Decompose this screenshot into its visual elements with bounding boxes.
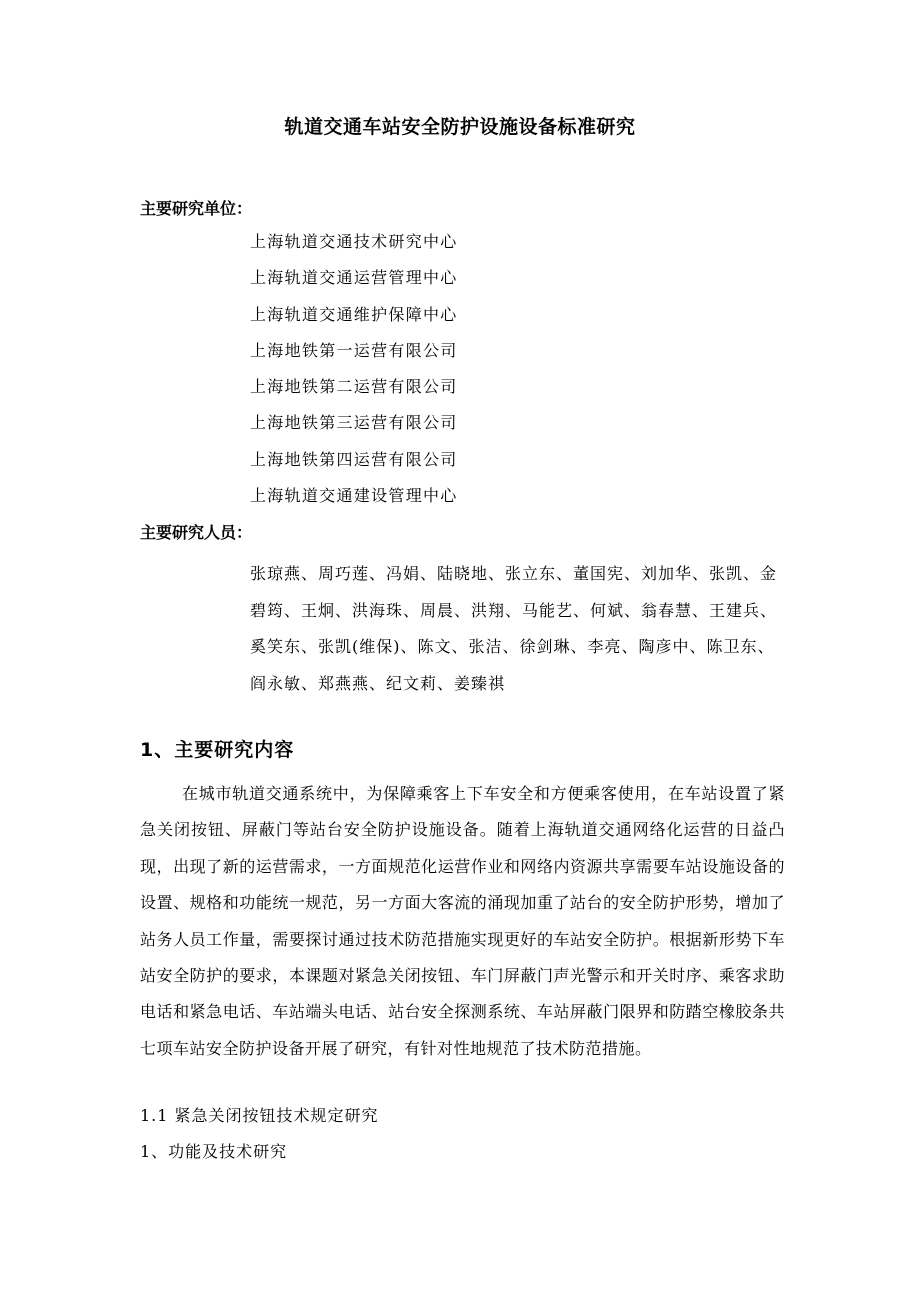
unit-item: 上海地铁第三运营有限公司 xyxy=(250,413,458,433)
units-label: 主要研究单位： xyxy=(140,199,253,218)
research-people-list: 张琼燕、周巧莲、冯娟、陆晓地、张立东、董国宪、刘加华、张凯、金碧筠、王炯、洪海珠、周晨、洪翔、马能艺、何斌、翁春慧、王建兵、奚笑东、张凯(维保)、陈文、张洁、徐剑琳、李亮、陶彦中、陈卫东、阎永敏、郑燕燕、纪文莉、姜臻祺 xyxy=(250,564,778,693)
unit-item: 上海轨道交通技术研究中心 xyxy=(250,232,458,251)
people-label: 主要研究人员： xyxy=(140,523,253,542)
research-units-list xyxy=(250,230,458,520)
unit-item: 上海轨道交通运营管理中心 xyxy=(250,268,458,288)
document-title: 轨道交通车站安全防护设施设备标准研究 xyxy=(284,116,636,138)
unit-item: 上海地铁第二运营有限公司 xyxy=(250,377,458,397)
unit-item: 上海轨道交通维护保障中心 xyxy=(250,304,458,324)
unit-item: 上海地铁第四运营有限公司 xyxy=(250,449,458,469)
unit-item: 上海轨道交通建设管理中心 xyxy=(250,486,458,506)
subsection-heading: 1.1 紧急关闭按钮技术规定研究 xyxy=(140,1106,379,1125)
unit-item: 上海地铁第一运营有限公司 xyxy=(250,340,458,360)
subsection-item: 1、功能及技术研究 xyxy=(140,1142,288,1161)
section-heading: 1、主要研究内容 xyxy=(140,739,295,761)
section-paragraph: 在城市轨道交通系统中，为保障乘客上下车安全和方便乘客使用，在车站设置了紧急关闭按钮、屏蔽门等站台安全防护设施设备。随着上海轨道交通网络化运营的日益凸现，出现了新的运营需求，一方面规范化运营作业和网络内资源共享需要车站设施设备的设置、规格和功能统一规范，另一方面大客流的涌现加重了站台的安全防护形势，增加了站务人员工作量，需要探讨通过技术防范措施实现更好的车站安全防护。根据新形势下车站安全防护的要求，本课题对紧急关闭按钮、车门屏蔽门声光警示和开关时序、乘客求助电话和紧急电话、车站端头电话、站台安全探测系统、车站屏蔽门限界和防踏空橡胶条共七项车站安全防护设备开展了研究，有针对性地规范了技术防范措施。 xyxy=(140,784,785,1058)
